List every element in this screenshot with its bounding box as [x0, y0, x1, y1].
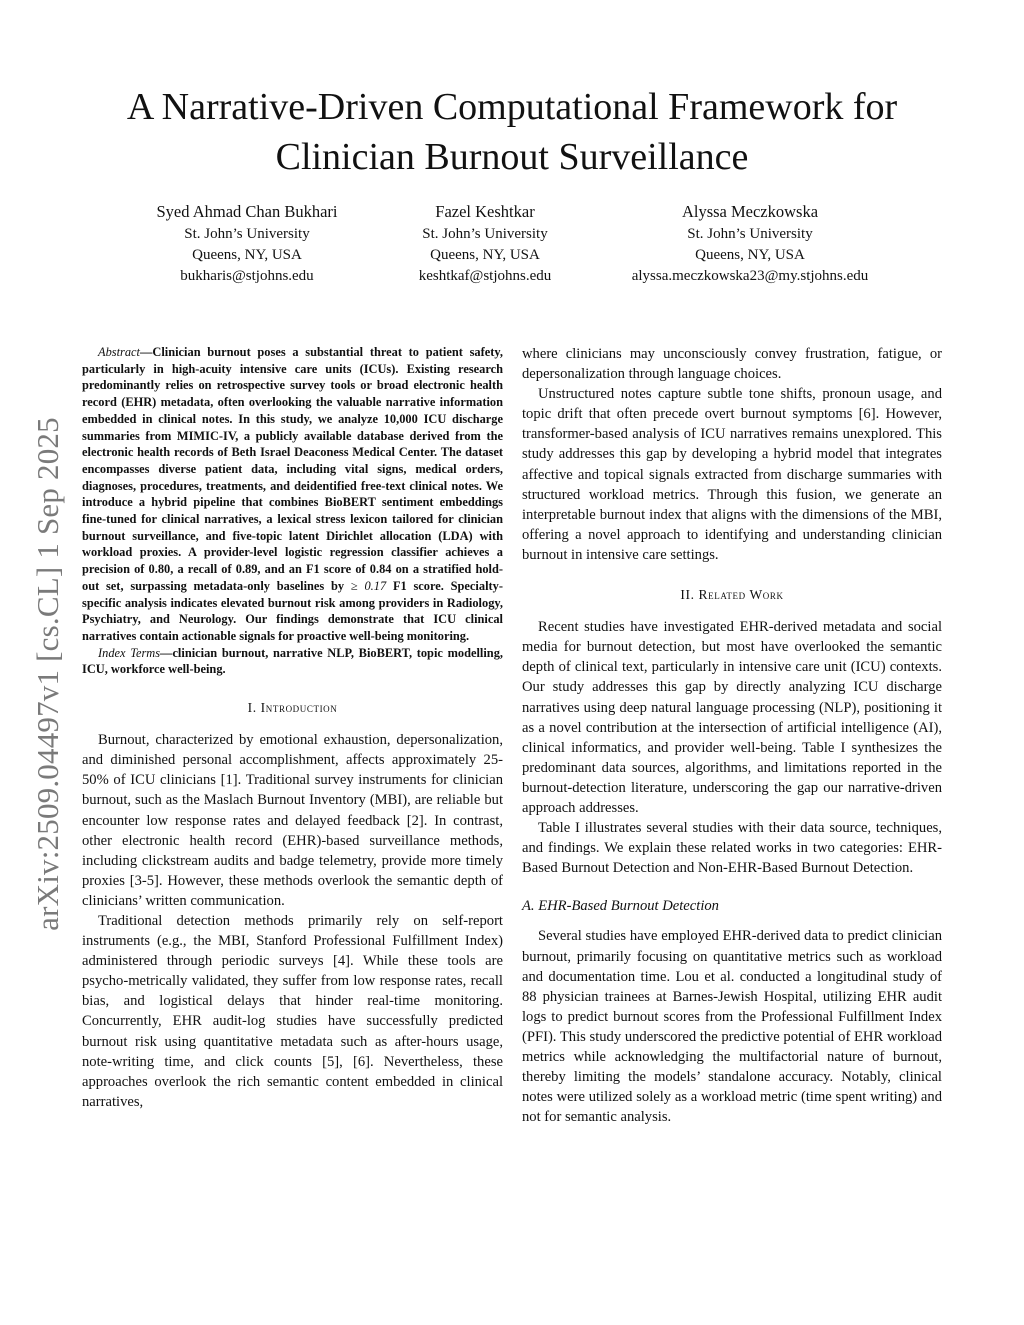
subsection-heading-ehr: A. EHR-Based Burnout Detection — [522, 898, 719, 915]
author-affiliation: St. John’s University — [184, 226, 310, 242]
author-3 — [600, 200, 900, 287]
intro-paragraph-2: Traditional detection methods primarily rely on self-report instruments (e.g., the MBI, Stanford Professional Fulfillment Index) administered through periodic surveys [4]. While these tools are psycho-metrically validated, they suffer from low response rates, recall bias, and logistical delays that hinder real-time monitoring. Concurrently, EHR audit-log studies have successfully predicted burnout risk using quantitative metadata such as after-hours usage, note-writing time, and click counts [5], [6]. Nevertheless, these approaches overlook the rich semantic content embedded in clinical narratives, — [82, 913, 503, 1110]
author-location: Queens, NY, USA — [695, 247, 805, 263]
related-paragraph-1: Recent studies have investigated EHR-derived metadata and social media for burnout detection, but most have overlooked the semantic depth of clinical text, particularly in intensive care unit (ICU) contexts. Our study addresses this gap by directly analyzing ICU discharge narratives using deep natural language processing (NLP), positioning it as a novel contribution at the intersection of artificial intelligence (AI), clinical informatics, and provider well-being. Table I synthesizes the predominant data sources, algorithms, and limitations reported in the burnout-detection literature, underscoring the gap our narrative-driven approach addresses. — [522, 619, 942, 816]
author-email: keshtkaf@stjohns.edu — [418, 268, 552, 284]
author-affiliation: St. John’s University — [422, 226, 548, 242]
index-terms-text: clinician burnout, narrative NLP, BioBERT, topic modelling, ICU, workforce well-being. — [82, 645, 503, 677]
author-affiliation: St. John’s University — [687, 226, 813, 242]
ehr-paragraph-1: Several studies have employed EHR-derived data to predict clinician burnout, primarily focusing on quantitative metrics such as workload and documentation time. Lou et al. conducted a longitudinal study of 88 physician trainees at Barnes-Jewish Hospital, utilizing EHR audit logs to predict burnout scores from the Professional Fulfillment Index (PFI). This study underscored the predictive potential of EHR workload metrics while acknowledging the multifactorial nature of burnout, thereby limiting the models’ standalone accuracy. Notably, clinical notes were utilized solely as a workload metric (time spent writing) and not for semantic analysis. — [522, 928, 942, 1126]
title-line-1: A Narrative-Driven Computational Framework for — [126, 86, 898, 128]
index-terms-label: Index Terms — [98, 645, 161, 660]
arxiv-identifier-stamp — [28, 376, 68, 972]
abstract-text: Clinician burnout poses a substantial threat to patient safety, particularly in high-acuity intensive care units (ICUs). Existing research predominantly relies on retrospective survey tools or broad electronic health record (EHR) metadata, often overlooking the valuable narrative information embedded in clinical notes. In this study, we analyze 10,000 ICU discharge summaries from MIMIC-IV, a publicly available database derived from the electronic health records of Beth Israel Deaconess Medical Center. The dataset encompasses diverse patient data, including vital signs, medical orders, diagnoses, procedures, treatments, and deidentified free-text clinical notes. We introduce a hybrid pipeline that combines BioBERT sentiment embeddings fine-tuned for clinical narratives, a lexical stress lexicon tailored for clinician burnout surveillance, and five-topic latent Dirichlet allocation (LDA) with workload proxies. A provider-level logistic regression classifier achieves a precision of 0.80, a recall of 0.89, and an F1 score of 0.84 on a stratified hold-out set, surpassing metadata-only baselines by — [82, 345, 503, 593]
section-title: Introduction — [260, 700, 338, 716]
right-column — [522, 344, 942, 1127]
left-column — [82, 344, 503, 1112]
author-email: bukharis@stjohns.edu — [180, 268, 314, 284]
author-location: Queens, NY, USA — [192, 247, 302, 263]
author-name: Syed Ahmad Chan Bukhari — [156, 202, 338, 221]
index-terms: Index Terms—clinician burnout, narrative NLP, BioBERT, topic modelling, ICU, workforce well-being. — [82, 645, 503, 677]
author-name: Fazel Keshtkar — [435, 202, 535, 221]
author-location: Queens, NY, USA — [430, 247, 540, 263]
author-block — [0, 200, 1024, 290]
arxiv-id-text: arXiv:2509.04497v1 [cs.CL] 1 Sep 2025 — [30, 417, 65, 931]
section-title: Related Work — [698, 587, 784, 603]
paper-title — [0, 82, 1024, 182]
abstract-label: Abstract — [98, 345, 140, 359]
section-number: I. — [247, 700, 257, 716]
section-heading-introduction — [82, 698, 503, 718]
intro-paragraph-continued: where clinicians may unconsciously convey frustration, fatigue, or depersonalization through language choices. — [522, 346, 942, 383]
abstract-math: ≥ 0.17 — [350, 578, 387, 593]
author-2 — [335, 200, 635, 287]
author-email: alyssa.meczkowska23@my.stjohns.edu — [631, 268, 869, 284]
abstract: Abstract—Clinician burnout poses a substantial threat to patient safety, particularly in high-acuity intensive care units (ICUs). Existing research predominantly relies on retrospective survey tools or broad electronic health record (EHR) metadata, often overlooking the valuable narrative information embedded in clinical notes. In this study, we analyze 10,000 ICU discharge summaries from MIMIC-IV, a publicly available database derived from the electronic health records of Beth Israel Deaconess Medical Center. The dataset encompasses diverse patient data, including vital signs, medical orders, diagnoses, procedures, treatments, and deidentified free-text clinical notes. We introduce a hybrid pipeline that combines BioBERT sentiment embeddings fine-tuned for clinical narratives, a lexical stress lexicon tailored for clinician burnout surveillance, and five-topic latent Dirichlet allocation (LDA) with workload proxies. A provider-level logistic regression classifier achieves a precision of 0.80, a recall of 0.89, and an F1 score of 0.84 on a stratified hold-out set, surpassing metadata-only baselines by ≥ 0.17 F1 score. Specialty-specific analysis indicates elevated burnout risk among providers in Radiology, Psychiatry, and Neurology. Our findings demonstrate that ICU clinical narratives contain actionable signals for proactive well-being monitoring. — [82, 345, 503, 643]
intro-paragraph-1: Burnout, characterized by emotional exhaustion, depersonalization, and diminished personal accomplishment, affects approximately 25-50% of ICU clinicians [1]. Traditional survey instruments for clinician burnout, such as the Maslach Burnout Inventory (MBI), are reliable but encounter low response rates and delayed feedback [2]. In contrast, other electronic health record (EHR)-based surveillance methods, including clickstream audits and badge telemetry, provide more timely proxies [3-5]. However, these methods overlook the semantic depth of clinicians’ written communication. — [82, 732, 503, 909]
section-heading-related-work — [522, 585, 942, 605]
related-paragraph-2: Table I illustrates several studies with their data source, techniques, and findings. We explain these related works in two categories: EHR-Based Burnout Detection and Non-EHR-Based Burnout Detection. — [522, 820, 942, 877]
abstract-text-end: F1 score. Specialty-specific analysis indicates elevated burnout risk among providers in Radiology, Psychiatry, and Neurology. Our findings demonstrate that ICU clinical narratives contain actionable signals for proactive well-being monitoring. — [82, 578, 503, 643]
author-name: Alyssa Meczkowska — [681, 202, 819, 221]
title-line-2: Clinician Burnout Surveillance — [275, 136, 749, 178]
section-number: II. — [680, 587, 695, 603]
intro-paragraph-3: Unstructured notes capture subtle tone shifts, pronoun usage, and topic drift that often precede overt burnout symptoms [6]. However, transformer-based analysis of ICU narratives remains unexplored. This study addresses this gap by developing a hybrid model that integrates affective and topical signals extracted from discharge summaries with structured workload metrics. Through this fusion, we generate an interpretable burnout index that aligns with the dimensions of the MBI, offering a novel approach to identifying and understanding clinician burnout in intensive care settings. — [522, 386, 942, 563]
